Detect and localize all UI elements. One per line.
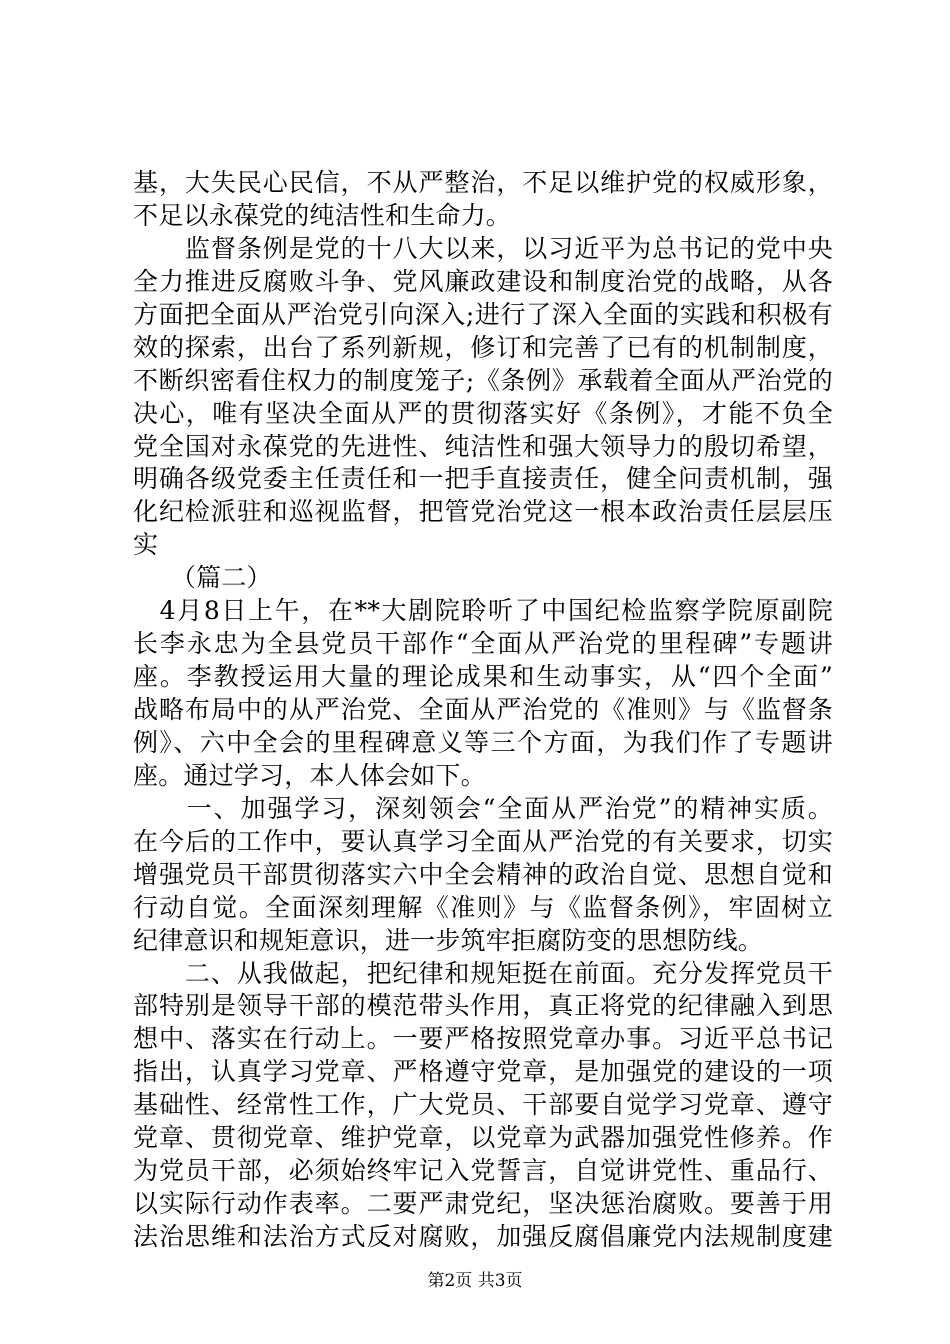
text-line: 长李永忠为全县党员干部作“全面从严治党的里程碑”专题讲 bbox=[133, 629, 833, 658]
text-line: 增强党员干部贯彻落实六中全会精神的政治自觉、思想自觉和 bbox=[133, 860, 833, 889]
text-line: 为党员干部，必须始终牢记入党誓言，自觉讲党性、重品行、 bbox=[133, 1156, 833, 1185]
text-line: 指出，认真学习党章、严格遵守党章，是加强党的建设的一项 bbox=[133, 1057, 833, 1086]
text-line: 党章、贯彻党章、维护党章，以党章为武器加强党性修养。作 bbox=[133, 1123, 833, 1152]
text-line: 法治思维和法治方式反对腐败，加强反腐倡廉党内法规制度建 bbox=[133, 1222, 833, 1251]
text-line: 纪律意识和规矩意识，进一步筑牢拒腐防变的思想防线。 bbox=[133, 926, 764, 955]
text-line: 战略布局中的从严治党、全面从严治党的《准则》与《监督条 bbox=[133, 695, 833, 724]
text-line: 基，大失民心民信，不从严整治，不足以维护党的权威形象， bbox=[133, 168, 833, 197]
text-line: 明确各级党委主任责任和一把手直接责任，健全问责机制，强 bbox=[133, 464, 833, 493]
text-line: 座。李教授运用大量的理论成果和生动事实，从“四个全面” bbox=[133, 662, 833, 691]
text-line: 实 bbox=[133, 530, 159, 559]
text-line: 效的探索，出台了系列新规，修订和完善了已有的机制制度， bbox=[133, 333, 833, 362]
page-footer: 第2页 共3页 bbox=[427, 1271, 523, 1291]
text-line: 部特别是领导干部的模范带头作用，真正将党的纪律融入到思 bbox=[133, 991, 833, 1020]
text-line: 全力推进反腐败斗争、党风廉政建设和制度治党的战略，从各 bbox=[133, 267, 833, 296]
text-line: 党全国对永葆党的先进性、纯洁性和强大领导力的殷切希望， bbox=[133, 432, 833, 461]
text-line: 方面把全面从严治党引向深入;进行了深入全面的实践和积极有 bbox=[133, 300, 833, 329]
text-line: 例》、六中全会的里程碑意义等三个方面，为我们作了专题讲 bbox=[133, 728, 833, 757]
text-line: 4月8日上午，在**大剧院聆听了中国纪检监察学院原副院 bbox=[133, 596, 833, 625]
text-line: 想中、落实在行动上。一要严格按照党章办事。习近平总书记 bbox=[133, 1024, 833, 1053]
text-line: 不足以永葆党的纯洁性和生命力。 bbox=[133, 201, 512, 230]
text-line: 在今后的工作中，要认真学习全面从严治党的有关要求，切实 bbox=[133, 827, 833, 856]
text-line: 二、从我做起，把纪律和规矩挺在前面。充分发挥党员干 bbox=[133, 959, 833, 988]
text-line: 化纪检派驻和巡视监督，把管党治党这一根本政治责任层层压 bbox=[133, 497, 833, 526]
text-line: 行动自觉。全面深刻理解《准则》与《监督条例》，牢固树立 bbox=[133, 893, 833, 922]
text-line: 一、加强学习，深刻领会“全面从严治党”的精神实质。 bbox=[133, 794, 833, 823]
text-line: 座。通过学习，本人体会如下。 bbox=[133, 761, 486, 790]
section-heading: （篇二） bbox=[133, 563, 272, 592]
text-line: 监督条例是党的十八大以来，以习近平为总书记的党中央 bbox=[133, 234, 833, 263]
text-line: 不断织密看住权力的制度笼子;《条例》承载着全面从严治党的 bbox=[133, 366, 833, 395]
text-line: 以实际行动作表率。二要严肃党纪，坚决惩治腐败。要善于用 bbox=[133, 1189, 833, 1218]
text-line: 决心，唯有坚决全面从严的贯彻落实好《条例》，才能不负全 bbox=[133, 399, 833, 428]
text-line: 基础性、经常性工作，广大党员、干部要自觉学习党章、遵守 bbox=[133, 1090, 833, 1119]
